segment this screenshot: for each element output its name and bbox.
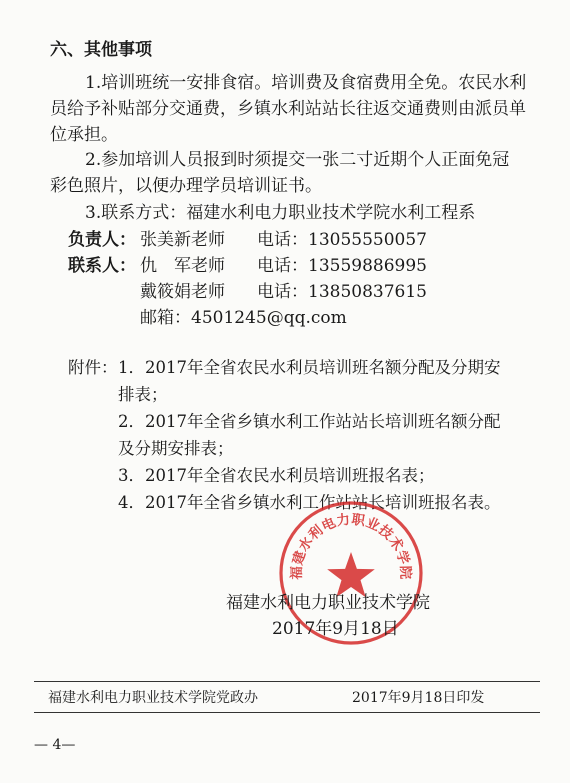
page-number: — 4— <box>34 737 76 753</box>
responsible-name: 张美新老师 <box>140 230 225 250</box>
contact-label: 联系人： <box>68 256 136 276</box>
item2-line2: 彩色照片，以便办理学员培训证书。 <box>50 176 322 196</box>
attachment-3: 3．2017年全省农民水利员培训班报名表； <box>118 466 435 485</box>
seal-text: 福建水利电力职业技术学院 <box>288 511 414 580</box>
responsible-phone: 电话：13055550057 <box>257 230 427 250</box>
footer-top-rule <box>34 681 540 682</box>
contact-email: 邮箱：4501245@qq.com <box>140 308 347 328</box>
footer-bottom-rule <box>34 712 540 713</box>
signature-date: 2017年9月18日 <box>272 619 399 639</box>
attachment-4: 4．2017年全省乡镇水利工作站站长培训班报名表。 <box>118 493 501 512</box>
section-heading: 六、其他事项 <box>50 40 152 60</box>
contact2-phone: 电话：13850837615 <box>257 282 427 302</box>
responsible-label: 负责人： <box>68 230 136 250</box>
attachment-1-line1: 1．2017年全省农民水利员培训班名额分配及分期安 <box>118 358 501 377</box>
footer-print-date: 2017年9月18日印发 <box>352 690 485 706</box>
attachments-label: 附件： <box>68 358 118 377</box>
item3-contact-method: 3.联系方式：福建水利电力职业技术学院水利工程系 <box>85 203 476 223</box>
attachment-1-line2: 排表； <box>118 385 168 404</box>
contact1-phone: 电话：13559886995 <box>257 256 427 276</box>
item2-line1: 2.参加培训人员报到时须提交一张二寸近期个人正面免冠 <box>85 150 510 170</box>
contact1-name: 仇 军老师 <box>140 256 225 276</box>
signature-org: 福建水利电力职业技术学院 <box>226 593 430 613</box>
seal-star-icon <box>327 552 375 597</box>
footer-issuer: 福建水利电力职业技术学院党政办 <box>48 690 258 706</box>
item1-line1: 1.培训班统一安排食宿。培训费及食宿费用全免。农民水利 <box>85 73 527 93</box>
attachment-2-line1: 2．2017年全省乡镇水利工作站站长培训班名额分配 <box>118 412 501 431</box>
attachment-2-line2: 及分期安排表； <box>118 439 234 458</box>
item1-line3: 位承担。 <box>50 125 118 145</box>
item1-line2: 员给予补贴部分交通费，乡镇水利站站长往返交通费则由派员单 <box>50 99 526 119</box>
contact2-name: 戴筱娟老师 <box>140 282 225 302</box>
